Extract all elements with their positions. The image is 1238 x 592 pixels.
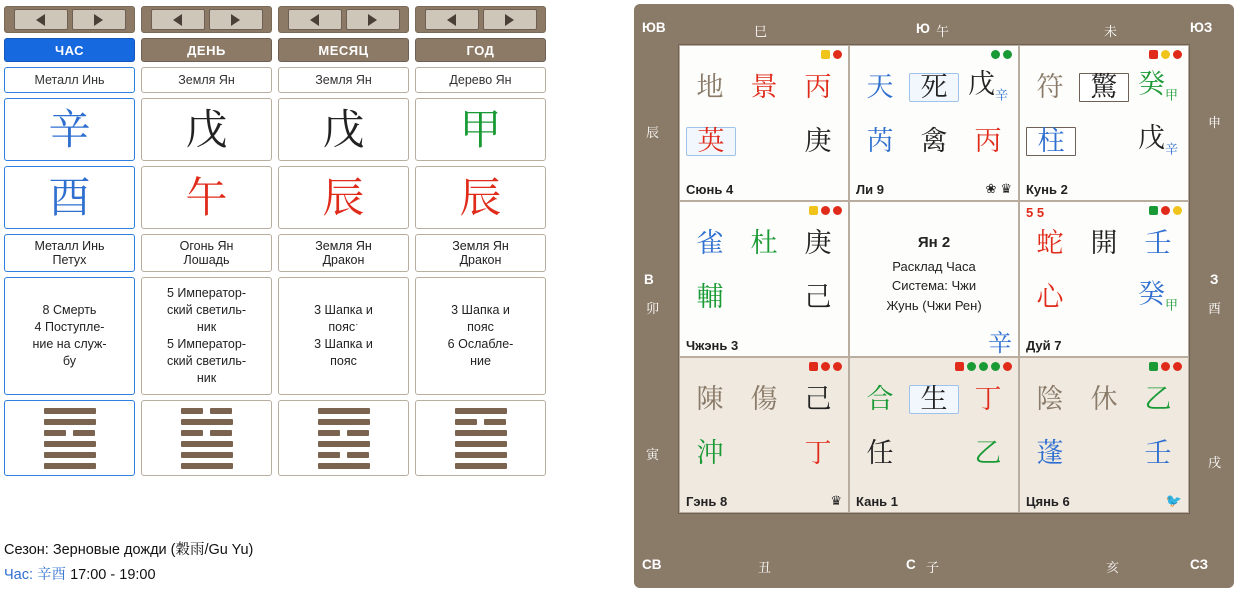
palace-heaven-stem: 壬: [1144, 227, 1172, 259]
palace-dots: [1149, 50, 1182, 59]
edge-northeast: СВ: [642, 557, 662, 572]
dot-green-icon: [1003, 50, 1012, 59]
year-star-line-2: 6 Ослабле-: [447, 337, 514, 351]
dot-green-icon: [967, 362, 976, 371]
palace-star-secondary: 禽: [920, 125, 948, 157]
palace-li-9[interactable]: [849, 45, 1019, 201]
day-star-line-1: ский светиль-: [166, 303, 247, 318]
palace-name: Дуй 7: [1026, 338, 1062, 353]
palace-door: 生: [909, 385, 959, 414]
triangle-left-icon: [447, 14, 456, 26]
year-nav-row: [415, 6, 546, 33]
day-nav-row: [141, 6, 272, 33]
center-line-2: Жунь (Чжи Рен): [886, 297, 982, 313]
center-info: [856, 206, 1012, 357]
palace-star: 英: [686, 127, 736, 156]
palace-earth-stem: [1134, 281, 1182, 312]
palace-icons: [830, 493, 842, 509]
four-pillars-grid: [4, 6, 546, 476]
crown-icon: ♛: [830, 493, 842, 508]
palace-earth-stem: [1134, 125, 1182, 156]
palace-name: Сюнь 4: [686, 182, 734, 197]
day-description-line2: Лошадь: [183, 253, 230, 267]
palace-door: 杜: [750, 227, 778, 259]
dot-green-icon: [991, 362, 1000, 371]
year-star-line-1: пояс: [467, 320, 494, 335]
palace-gen-8[interactable]: [679, 357, 849, 513]
month-nav-row: [278, 6, 409, 33]
palace-name: Кань 1: [856, 494, 899, 509]
hour-branch-char[interactable]: 酉: [4, 166, 135, 229]
dot-green-icon: [991, 50, 1000, 59]
dot-red-icon: [821, 362, 830, 371]
pillar-column-day: [141, 6, 272, 476]
pillar-column-hour: [4, 6, 135, 476]
palace-dots: [809, 362, 842, 371]
center-line-0: Расклад Часа: [892, 258, 976, 274]
dot-red-square-icon: [809, 362, 818, 371]
palace-heaven-stem-main: 戊: [967, 69, 995, 101]
palace-name: Чжэнь 3: [686, 338, 739, 353]
month-stem-char[interactable]: 戊: [278, 98, 409, 161]
palace-dots: [809, 206, 842, 215]
day-element-label: Земля Ян: [141, 67, 272, 93]
day-star-line-4: ский светиль-: [166, 353, 247, 368]
palace-deity: 蛇: [1036, 227, 1064, 259]
dot-red-icon: [833, 50, 842, 59]
hour-element-label: Металл Инь: [4, 67, 135, 93]
palace-zhen-3[interactable]: [679, 201, 849, 357]
center-title: Ян 2: [917, 234, 951, 251]
palace-dots: [1149, 362, 1182, 371]
palace-grid: [678, 44, 1190, 514]
palace-door: 開: [1090, 227, 1118, 259]
year-description-line2: Дракон: [459, 253, 502, 267]
edge-branch-wu: 午: [936, 24, 950, 39]
hour-nav-row: [4, 6, 135, 33]
palace-door: 景: [750, 71, 778, 103]
dot-red-icon: [1003, 362, 1012, 371]
palace-heaven-stem: 丁: [974, 383, 1002, 415]
day-star-line-0: 5 Император-: [166, 286, 246, 301]
palace-star: 芮: [866, 125, 894, 157]
palace-deity: 地: [696, 71, 724, 103]
edge-southeast: ЮВ: [642, 20, 666, 35]
year-hexagram: [415, 400, 546, 476]
year-description: [415, 234, 546, 272]
edge-branch-mao: 卯: [646, 301, 660, 316]
day-branch-char[interactable]: 午: [141, 166, 272, 229]
hour-description-line1: Металл Инь: [34, 238, 105, 253]
hour-label-text: Час:: [4, 567, 34, 583]
palace-icons: [985, 181, 1012, 197]
palace-heaven-stem: 己: [804, 383, 832, 415]
season-label: Сезон: Зерновые дожди (穀雨/Gu Yu): [4, 542, 254, 558]
month-branch-char[interactable]: 辰: [278, 166, 409, 229]
edge-branch-chou: 丑: [758, 560, 772, 575]
year-element-label: Дерево Ян: [415, 67, 546, 93]
triangle-left-icon: [310, 14, 319, 26]
month-star-line-3: пояс: [330, 353, 357, 368]
palace-dots: [1149, 206, 1182, 215]
edge-north: С: [906, 557, 916, 572]
center-stem: 辛: [988, 329, 1012, 357]
palace-deity: 陳: [696, 383, 724, 415]
palace-earth-stem-main: 癸: [1137, 279, 1165, 311]
pillars-panel: [0, 0, 552, 592]
hour-description: [4, 234, 135, 272]
palace-icons: [1166, 493, 1182, 509]
triangle-right-icon: [94, 14, 103, 26]
palace-earth-stem: 壬: [1144, 437, 1172, 469]
day-description: [141, 234, 272, 272]
palace-heaven-stem: [1134, 71, 1182, 102]
day-description-line1: Огонь Ян: [179, 238, 234, 253]
hour-next-button[interactable]: [72, 9, 126, 30]
palace-dots: [955, 362, 1012, 371]
year-branch-char[interactable]: 辰: [415, 166, 546, 229]
edge-branch-zi: 子: [926, 560, 940, 575]
edge-southwest: ЮЗ: [1190, 20, 1213, 35]
month-description-line2: Дракон: [322, 253, 365, 267]
dot-red-icon: [1173, 50, 1182, 59]
palace-earth-stem: 乙: [974, 437, 1002, 469]
triangle-left-icon: [173, 14, 182, 26]
palace-earth-stem: 丁: [804, 437, 832, 469]
edge-branch-wei: 未: [1104, 24, 1118, 39]
palace-deity: 雀: [696, 227, 724, 259]
dot-red-icon: [833, 206, 842, 215]
palace-star: 蓬: [1036, 437, 1064, 469]
flower-icon: ❀: [985, 181, 997, 196]
palace-earth-stem: 丙: [974, 125, 1002, 157]
hour-stem-char[interactable]: 辛: [4, 98, 135, 161]
palace-earth-stem: 庚: [804, 125, 832, 157]
palace-kan-1[interactable]: [849, 357, 1019, 513]
year-stars: [415, 277, 546, 395]
triangle-left-icon: [36, 14, 45, 26]
hour-star-line-2: ние на служ-: [32, 337, 107, 351]
crown-icon: ♛: [1000, 181, 1012, 196]
day-prev-button[interactable]: [151, 9, 205, 30]
day-next-button[interactable]: [209, 9, 263, 30]
dot-red-square-icon: [1149, 50, 1158, 59]
palace-dots: [821, 50, 842, 59]
dot-yellow-square-icon: [809, 206, 818, 215]
palace-heaven-stem-main: 癸: [1137, 69, 1165, 101]
pillar-title-hour[interactable]: ЧАС: [4, 38, 135, 62]
palace-kun-2[interactable]: [1019, 45, 1189, 201]
month-description: [278, 234, 409, 272]
palace-earth-stem-main: 戊: [1137, 123, 1165, 155]
edge-west: З: [1210, 272, 1219, 287]
palace-star: 心: [1036, 281, 1064, 313]
edge-branch-si: 巳: [754, 24, 768, 39]
hour-star-line-0: 8 Смерть: [42, 303, 97, 318]
palace-deity: 天: [866, 71, 894, 103]
month-stars: [278, 277, 409, 395]
palace-center[interactable]: [849, 201, 1019, 357]
center-line-1: Система: Чжи: [891, 278, 977, 293]
palace-star: 柱: [1026, 127, 1076, 156]
edge-branch-you: 酉: [1208, 301, 1222, 316]
month-description-line1: Земля Ян: [315, 238, 372, 253]
dot-green-square-icon: [1149, 362, 1158, 371]
palace-dui-7[interactable]: [1019, 201, 1189, 357]
palace-heaven-stem: 乙: [1144, 383, 1172, 415]
edge-northwest: СЗ: [1190, 557, 1209, 572]
month-star-line-1: поясˑ: [328, 320, 359, 335]
palace-star: 沖: [696, 437, 724, 469]
dot-green-square-icon: [1149, 206, 1158, 215]
palace-name: Кунь 2: [1026, 182, 1068, 197]
edge-branch-hai: 亥: [1106, 560, 1120, 575]
pillar-column-year: [415, 6, 546, 476]
palace-heaven-stem: 丙: [804, 71, 832, 103]
palace-heaven-stem: [964, 71, 1012, 102]
palace-deity: 符: [1036, 71, 1064, 103]
hour-hexagram: [4, 400, 135, 476]
triangle-right-icon: [505, 14, 514, 26]
palace-name: Ли 9: [856, 182, 884, 197]
month-prev-button[interactable]: [288, 9, 342, 30]
edge-branch-shen: 申: [1208, 115, 1222, 130]
dot-red-icon: [1161, 206, 1170, 215]
palace-heaven-stem-sub: 辛: [994, 88, 1008, 104]
hour-ganzhi: 辛酉: [37, 567, 67, 583]
year-description-line1: Земля Ян: [452, 238, 509, 253]
year-star-line-0: 3 Шапка и: [451, 303, 510, 318]
dot-red-icon: [1173, 362, 1182, 371]
palace-name: Цянь 6: [1026, 494, 1070, 509]
day-stem-char[interactable]: 戊: [141, 98, 272, 161]
day-star-line-5: ник: [196, 370, 217, 385]
palace-deity: 陰: [1036, 383, 1064, 415]
edge-branch-chen: 辰: [646, 125, 660, 140]
month-star-line-0: 3 Шапка и: [314, 303, 373, 318]
palace-heaven-stem-sub: 甲: [1164, 88, 1178, 104]
edge-branch-xu: 戌: [1208, 455, 1222, 470]
year-prev-button[interactable]: [425, 9, 479, 30]
triangle-right-icon: [368, 14, 377, 26]
dot-red-square-icon: [955, 362, 964, 371]
dot-red-icon: [1161, 362, 1170, 371]
palace-earth-stem-sub: 辛: [1164, 142, 1178, 158]
palace-earth-stem: 己: [804, 281, 832, 313]
bird-icon: 🐦: [1165, 493, 1182, 508]
palace-xun-4[interactable]: [679, 45, 849, 201]
hour-description-line2: Петух: [52, 253, 87, 267]
hour-time-range: 17:00 - 19:00: [70, 567, 156, 583]
qimen-board: [634, 4, 1234, 588]
palace-star: 任: [866, 437, 894, 469]
day-star-line-3: 5 Император-: [166, 337, 246, 351]
day-stars: [141, 277, 272, 395]
pillar-column-month: [278, 6, 409, 476]
dot-red-icon: [821, 206, 830, 215]
edge-south: Ю: [916, 21, 930, 36]
palace-heaven-stem: 庚: [804, 227, 832, 259]
hour-label-row: [4, 563, 156, 584]
year-next-button[interactable]: [483, 9, 537, 30]
palace-door: 驚: [1079, 73, 1129, 102]
palace-qian-6[interactable]: [1019, 357, 1189, 513]
dot-yellow-icon: [1161, 50, 1170, 59]
dot-red-icon: [833, 362, 842, 371]
dot-yellow-icon: [1173, 206, 1182, 215]
month-star-line-2: 3 Шапка и: [314, 337, 373, 351]
palace-name: Гэнь 8: [686, 494, 728, 509]
palace-door: 死: [909, 73, 959, 102]
edge-branch-yin: 寅: [646, 447, 660, 462]
palace-badge: 5 5: [1026, 205, 1045, 220]
triangle-right-icon: [231, 14, 240, 26]
dot-green-icon: [979, 362, 988, 371]
palace-earth-stem-sub: 甲: [1164, 298, 1178, 314]
hour-star-line-3: бу: [62, 353, 77, 368]
year-stem-char[interactable]: 甲: [415, 98, 546, 161]
pillar-title-month[interactable]: МЕСЯЦ: [278, 38, 409, 62]
dot-yellow-square-icon: [821, 50, 830, 59]
hour-star-line-1: 4 Поступле-: [34, 320, 105, 335]
palace-deity: 合: [866, 383, 894, 415]
pillar-title-year[interactable]: ГОД: [415, 38, 546, 62]
palace-door: 傷: [750, 383, 778, 415]
edge-east: В: [644, 272, 654, 287]
palace-star: 輔: [696, 281, 724, 313]
month-element-label: Земля Ян: [278, 67, 409, 93]
hour-prev-button[interactable]: [14, 9, 68, 30]
day-hexagram: [141, 400, 272, 476]
palace-door: 休: [1090, 383, 1118, 415]
month-hexagram: [278, 400, 409, 476]
month-next-button[interactable]: [346, 9, 400, 30]
pillar-title-day[interactable]: ДЕНЬ: [141, 38, 272, 62]
hour-stars: [4, 277, 135, 395]
year-star-line-3: ние: [470, 353, 491, 368]
palace-dots: [991, 50, 1012, 59]
day-star-line-2: ник: [196, 320, 217, 335]
